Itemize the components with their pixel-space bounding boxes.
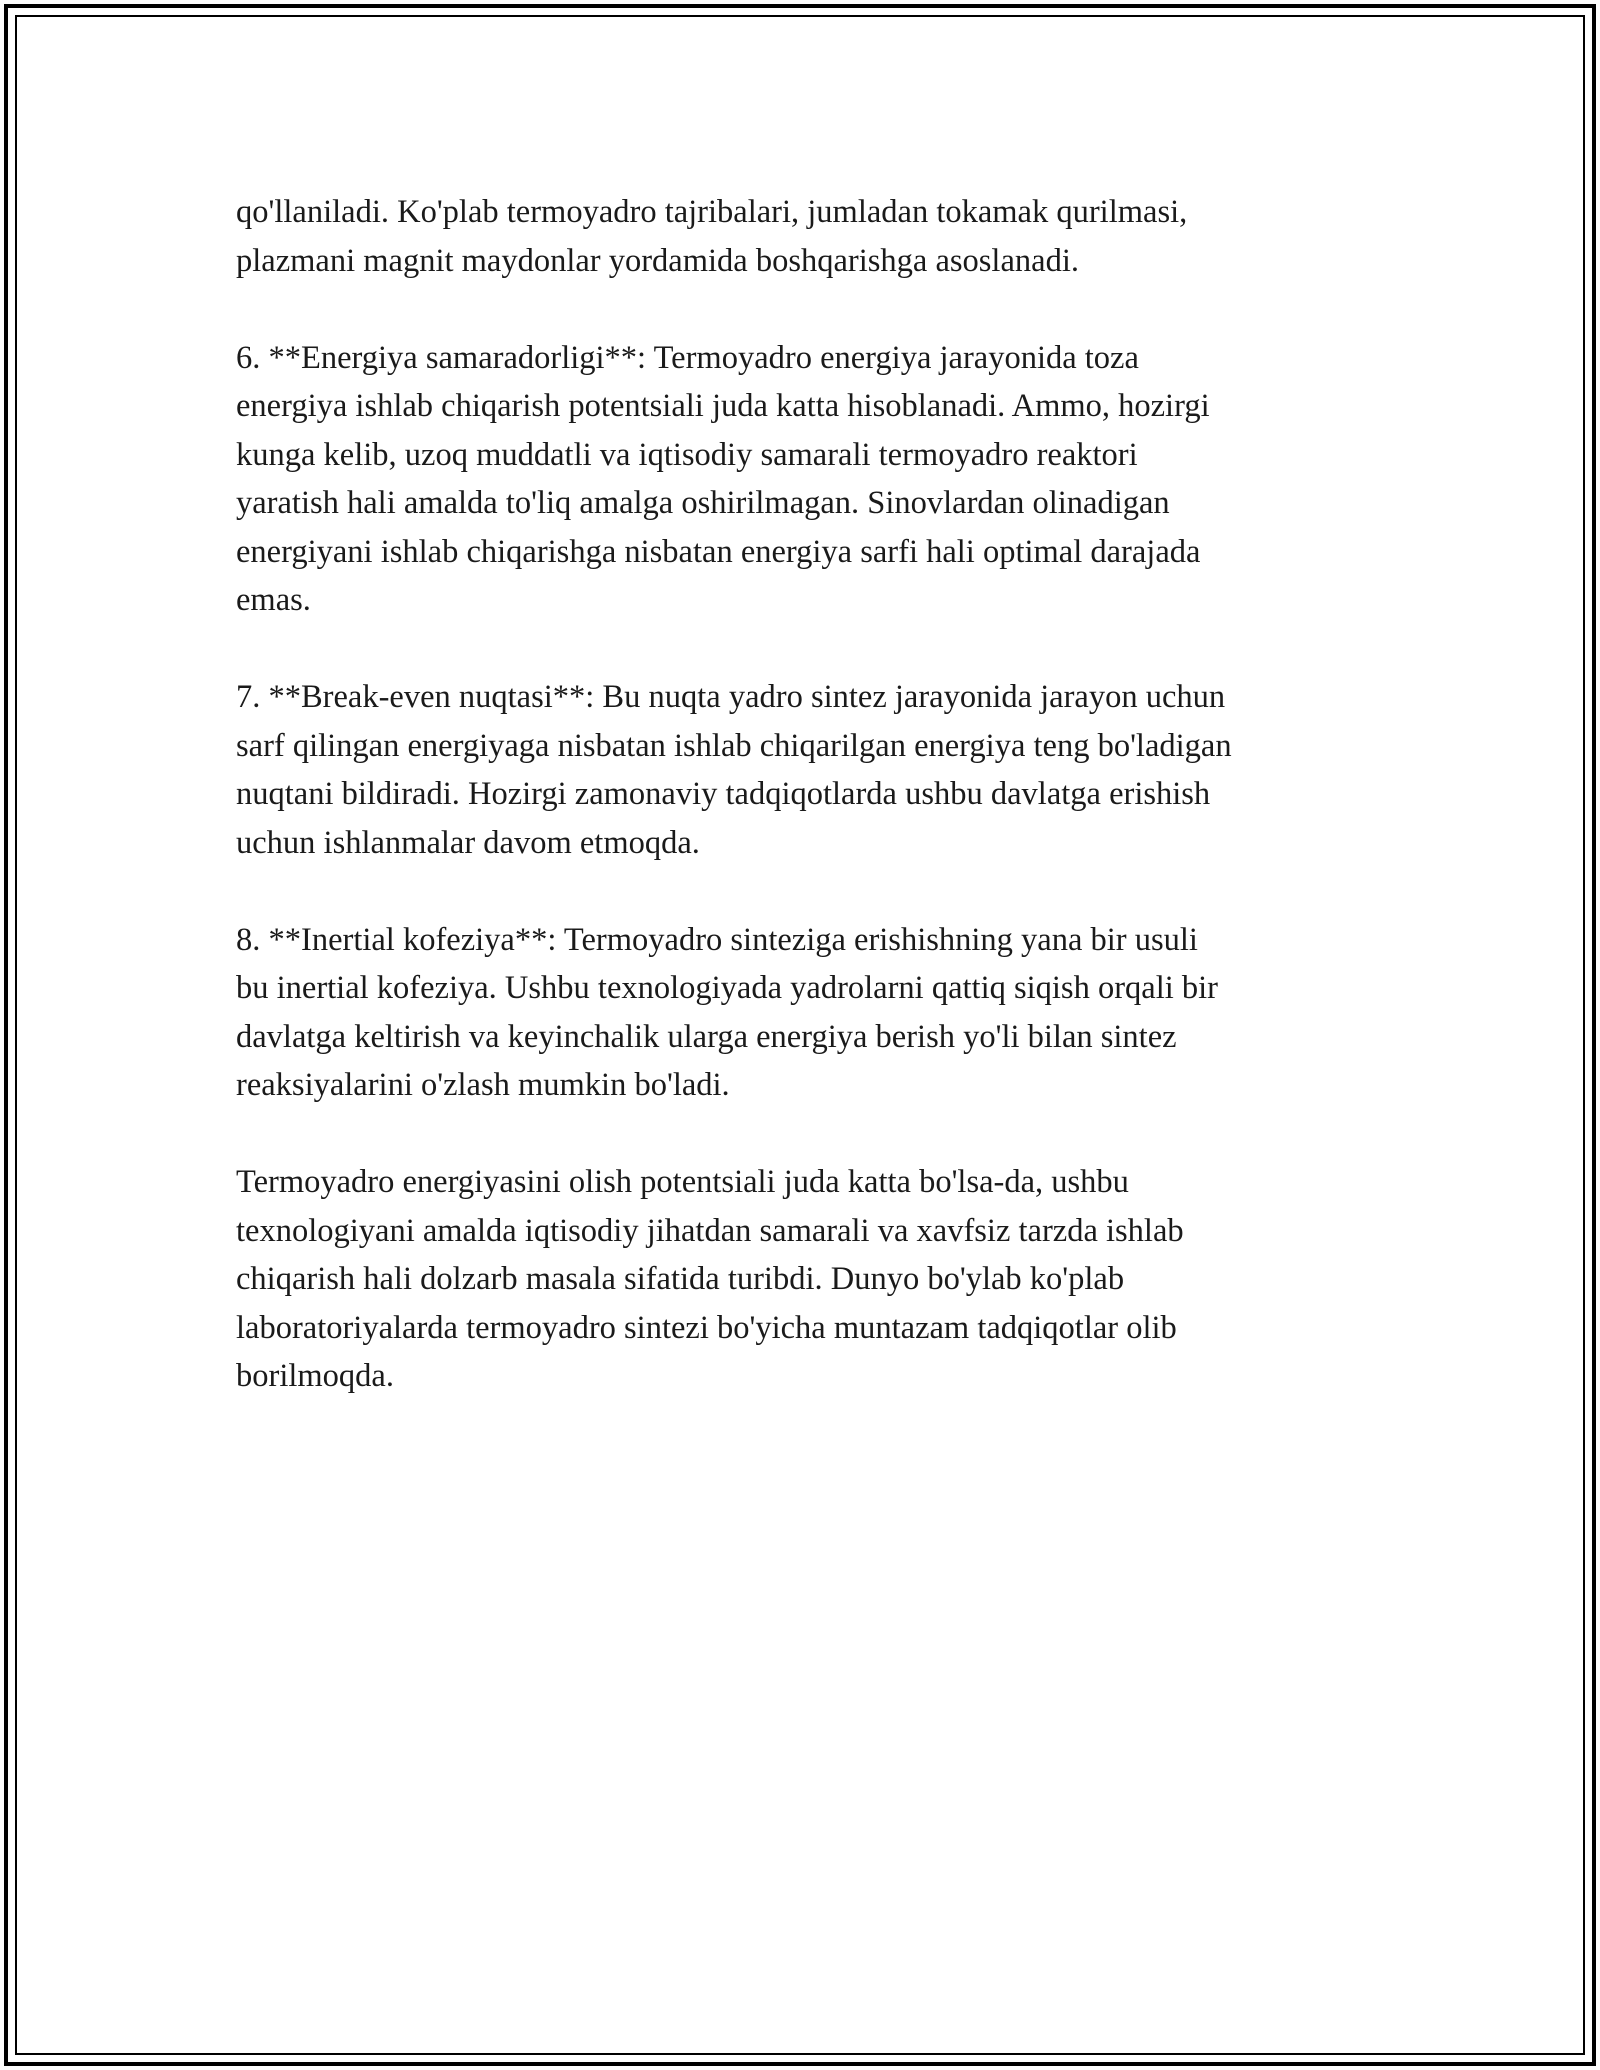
document-body <box>236 188 1376 1449</box>
paragraph-item-8 <box>236 916 1376 1110</box>
text-line: borilmoqda. <box>236 1358 394 1394</box>
text-line: laboratoriyalarda termoyadro sintezi bo'yicha muntazam tadqiqotlar olib <box>236 1309 1177 1346</box>
text-line: 7. **Break-even nuqtasi**: Bu nuqta yadro sintez jarayonida jarayon uchun <box>236 679 1226 715</box>
paragraph-item-6 <box>236 334 1376 625</box>
text-line: bu inertial kofeziya. Ushbu texnologiyada yadrolarni qattiq siqish orqali bir <box>236 970 1218 1006</box>
paragraph-item-7 <box>236 673 1376 867</box>
text-line: davlatga keltirish va keyinchalik ularga energiya berish yo'li bilan sintez <box>236 1018 1177 1055</box>
text-line: qo'llaniladi. Ko'plab termoyadro tajribalari, jumladan tokamak qurilmasi, <box>236 194 1188 230</box>
text-line: Termoyadro energiyasini olish potentsiali juda katta bo'lsa-da, ushbu <box>236 1164 1129 1200</box>
text-line: texnologiyani amalda iqtisodiy jihatdan samarali va xavfsiz tarzda ishlab <box>236 1212 1184 1249</box>
text-line: kunga kelib, uzoq muddatli va iqtisodiy samarali termoyadro reaktori <box>236 436 1138 473</box>
text-line: reaksiyalarini o'zlash mumkin bo'ladi. <box>236 1067 730 1103</box>
text-line: emas. <box>236 582 311 618</box>
text-line: energiya ishlab chiqarish potentsiali juda katta hisoblanadi. Ammo, hozirgi <box>236 388 1210 424</box>
paragraph-conclusion <box>236 1158 1376 1401</box>
text-line: sarf qilingan energiyaga nisbatan ishlab chiqarilgan energiya teng bo'ladigan <box>236 727 1232 764</box>
text-line: yaratish hali amalda to'liq amalga oshirilmagan. Sinovlardan olinadigan <box>236 485 1170 521</box>
text-line: plazmani magnit maydonlar yordamida boshqarishga asoslanadi. <box>236 242 1079 279</box>
text-line: energiyani ishlab chiqarishga nisbatan energiya sarfi hali optimal darajada <box>236 533 1201 570</box>
text-line: chiqarish hali dolzarb masala sifatida turibdi. Dunyo bo'ylab ko'plab <box>236 1261 1125 1297</box>
paragraph-continuation <box>236 188 1376 285</box>
text-line: uchun ishlanmalar davom etmoqda. <box>236 824 700 861</box>
text-line: 8. **Inertial kofeziya**: Termoyadro sinteziga erishishning yana bir usuli <box>236 921 1198 958</box>
text-line: nuqtani bildiradi. Hozirgi zamonaviy tadqiqotlarda ushbu davlatga erishish <box>236 776 1211 812</box>
text-line: 6. **Energiya samaradorligi**: Termoyadro energiya jarayonida toza <box>236 339 1139 376</box>
